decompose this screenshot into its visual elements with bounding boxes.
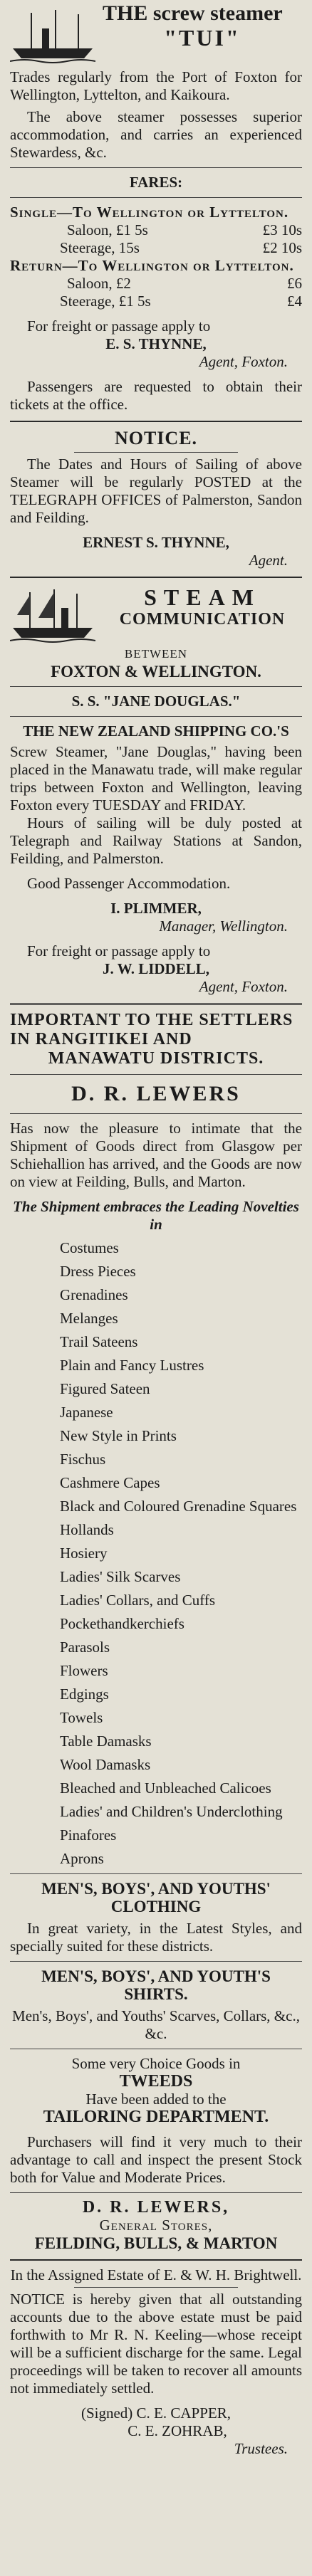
steam-company: THE NEW ZEALAND SHIPPING CO.'S <box>23 722 289 740</box>
notice-body: The Dates and Hours of Sailing of above Steamer will be regularly POSTED at the TELEGRAPH OFFICES of Palmerston, Sandon and Feilding. <box>10 456 302 526</box>
goods-list-item: Pockethandkerchiefs <box>60 1615 184 1632</box>
goods-list-item: Flowers <box>60 1662 108 1679</box>
goods-list-item: Bleached and Unbleached Calicoes <box>60 1779 271 1797</box>
steam-route: FOXTON & WELLINGTON. <box>51 663 261 680</box>
tui-apply: For freight or passage apply to <box>27 317 211 335</box>
goods-list-item: Edgings <box>60 1686 109 1703</box>
goods-list-item: Aprons <box>60 1850 104 1867</box>
steam-agent-name: J. W. LIDDELL, <box>103 960 209 977</box>
goods-list-item: Japanese <box>60 1404 113 1421</box>
estate-signed-2: C. E. ZOHRAB, <box>128 2422 227 2439</box>
tui-title: THE screw steamer <box>103 1 283 25</box>
divider <box>10 1003 302 1005</box>
divider <box>74 2287 238 2288</box>
divider <box>10 1873 302 1874</box>
notice-advert <box>10 428 302 569</box>
estate-notice <box>10 2266 302 2458</box>
goods-list-item: Pinafores <box>60 1826 117 1844</box>
tui-agent-name: E. S. THYNNE, <box>105 335 207 352</box>
clothing-body: In great variety, in the Latest Styles, and specially suited for these districts. <box>10 1920 302 1955</box>
divider <box>10 1074 302 1075</box>
steam-subheading: COMMUNICATION <box>119 610 286 629</box>
goods-list-item: Hollands <box>60 1521 114 1538</box>
settlers-heading-2: MANAWATU DISTRICTS. <box>48 1049 264 1068</box>
single-fares-table: Saloon, £1 5s £3 10s Steerage, 15s £2 10s <box>60 221 302 256</box>
goods-list-item: Trail Sateens <box>60 1333 138 1350</box>
divider <box>10 1961 302 1962</box>
notice-role: Agent. <box>249 552 288 569</box>
steam-body2: Hours of sailing will be duly posted at Telegraph and Railway Stations at Sandon, Feilding, and Palmerston. <box>10 814 302 867</box>
return-fares-table: Saloon, £2 £6 Steerage, £1 5s £4 <box>60 275 302 310</box>
goods-list-item: Grenadines <box>60 1286 128 1303</box>
settlers-embraces: The Shipment embraces the Leading Novelties in <box>13 1198 299 1233</box>
tailoring-heading: TAILORING DEPARTMENT. <box>43 2108 269 2126</box>
goods-list-item: Cashmere Capes <box>60 1474 160 1491</box>
goods-list-item: Hosiery <box>60 1545 108 1562</box>
steam-heading: STEAM <box>144 584 261 610</box>
tailoring-added: Have been added to the <box>85 2091 227 2108</box>
goods-list-item: New Style in Prints <box>60 1427 177 1444</box>
divider <box>10 686 302 687</box>
divider <box>10 2259 302 2261</box>
steamship-icon <box>10 7 95 64</box>
tui-advert <box>10 1 302 414</box>
shirts-heading: MEN'S, BOYS', AND YOUTH'S SHIRTS. <box>41 1967 271 2003</box>
estate-body: NOTICE is hereby given that all outstanding accounts due to the above estate must be paid forthwith to Mr R. N. Keeling—whose receipt will be a sufficient discharge for the same. Legal proceedings will be taken to recover all amounts not immediately settled. <box>10 2291 302 2397</box>
divider <box>10 1113 302 1114</box>
notice-signature: ERNEST S. THYNNE, <box>83 534 229 551</box>
steam-body1: Screw Steamer, "Jane Douglas," having been placed in the Manawatu trade, will make regular trips between Foxton and Wellington, leaving Foxton every TUESDAY and FRIDAY. <box>10 743 302 814</box>
steam-between: BETWEEN <box>124 647 188 661</box>
footer-places: FEILDING, BULLS, & MARTON <box>34 2234 278 2252</box>
goods-list-item: Ladies' Silk Scarves <box>60 1568 181 1585</box>
settlers-heading: IMPORTANT TO THE SETTLERS IN RANGITIKEI AND <box>10 1011 293 1048</box>
footer-name: D. R. LEWERS, <box>82 2198 230 2217</box>
goods-list-item: Table Damasks <box>60 1733 152 1750</box>
divider <box>10 577 302 578</box>
single-fare-label: Single—To Wellington or Lyttelton. <box>10 204 289 221</box>
tweeds-heading: TWEEDS <box>119 2072 193 2091</box>
steam-accommodation: Good Passenger Accommodation. <box>27 875 231 892</box>
goods-list <box>10 1239 302 1868</box>
footer-stores: General Stores, <box>99 2217 213 2234</box>
tui-ship-name: "TUI" <box>164 25 241 51</box>
divider <box>10 2192 302 2193</box>
goods-list-item: Figured Sateen <box>60 1380 150 1397</box>
goods-list-item: Plain and Fancy Lustres <box>60 1357 204 1374</box>
settlers-intro: Has now the pleasure to intimate that the Shipment of Goods direct from Glasgow per Schiehallion has arrived, and the Goods are now on view at Feilding, Bulls, and Marton. <box>10 1120 302 1190</box>
steam-manager-name: I. PLIMMER, <box>110 900 202 917</box>
purchasers-note: Purchasers will find it very much to their advantage to call and inspect the present Stock both for Value and Moderate Prices. <box>10 2133 302 2186</box>
steam-agent-place: Agent, Foxton. <box>199 978 288 995</box>
goods-list-item: Fischus <box>60 1451 106 1468</box>
goods-list-item: Ladies' Collars, and Cuffs <box>60 1592 216 1609</box>
divider <box>74 452 238 453</box>
estate-role: Trustees. <box>234 2440 288 2457</box>
divider <box>10 167 302 168</box>
goods-list-item: Towels <box>60 1709 103 1726</box>
settlers-advert <box>10 1011 302 2252</box>
clothing-heading: MEN'S, BOYS', AND YOUTHS' CLOTHING <box>41 1880 271 1915</box>
goods-list-item: Parasols <box>60 1639 110 1656</box>
steam-apply: For freight or passage apply to <box>27 942 211 960</box>
estate-signed: (Signed) C. E. CAPPER, <box>80 2404 232 2422</box>
divider <box>10 197 302 198</box>
divider <box>10 716 302 717</box>
tui-tickets-note: Passengers are requested to obtain their tickets at the office. <box>10 378 302 413</box>
goods-list-item: Ladies' and Children's Underclothing <box>60 1803 283 1820</box>
tui-intro: Trades regularly from the Port of Foxton for Wellington, Lyttelton, and Kaikoura. <box>10 68 302 103</box>
estate-heading: In the Assigned Estate of E. & W. H. Brightwell. <box>10 2266 302 2283</box>
steam-ship-name: S. S. "JANE DOUGLAS." <box>71 693 241 710</box>
shirts-body: Men's, Boys', and Youths' Scarves, Collars, &c., &c. <box>12 2007 300 2042</box>
steam-advert <box>10 584 302 996</box>
goods-list-item: Wool Damasks <box>60 1756 151 1773</box>
goods-list-item: Costumes <box>60 1239 119 1256</box>
tui-accommodation: The above steamer possesses superior accommodation, and carries an experienced Stewardess, &c. <box>10 108 302 161</box>
divider <box>10 421 302 422</box>
goods-list-item: Dress Pieces <box>60 1263 136 1280</box>
fares-heading: FARES: <box>129 174 183 191</box>
return-fare-label: Return—To Wellington or Lyttelton. <box>10 257 294 274</box>
tui-agent-place: Agent, Foxton. <box>199 353 288 370</box>
steamship-icon <box>10 587 95 643</box>
notice-heading: NOTICE. <box>114 428 198 448</box>
settlers-merchant: D. R. LEWERS <box>71 1082 241 1105</box>
goods-list-item: Black and Coloured Grenadine Squares <box>60 1498 297 1515</box>
goods-list-item: Melanges <box>60 1310 118 1327</box>
tweeds-intro: Some very Choice Goods in <box>71 2055 241 2072</box>
steam-manager-role: Manager, Wellington. <box>159 918 288 935</box>
